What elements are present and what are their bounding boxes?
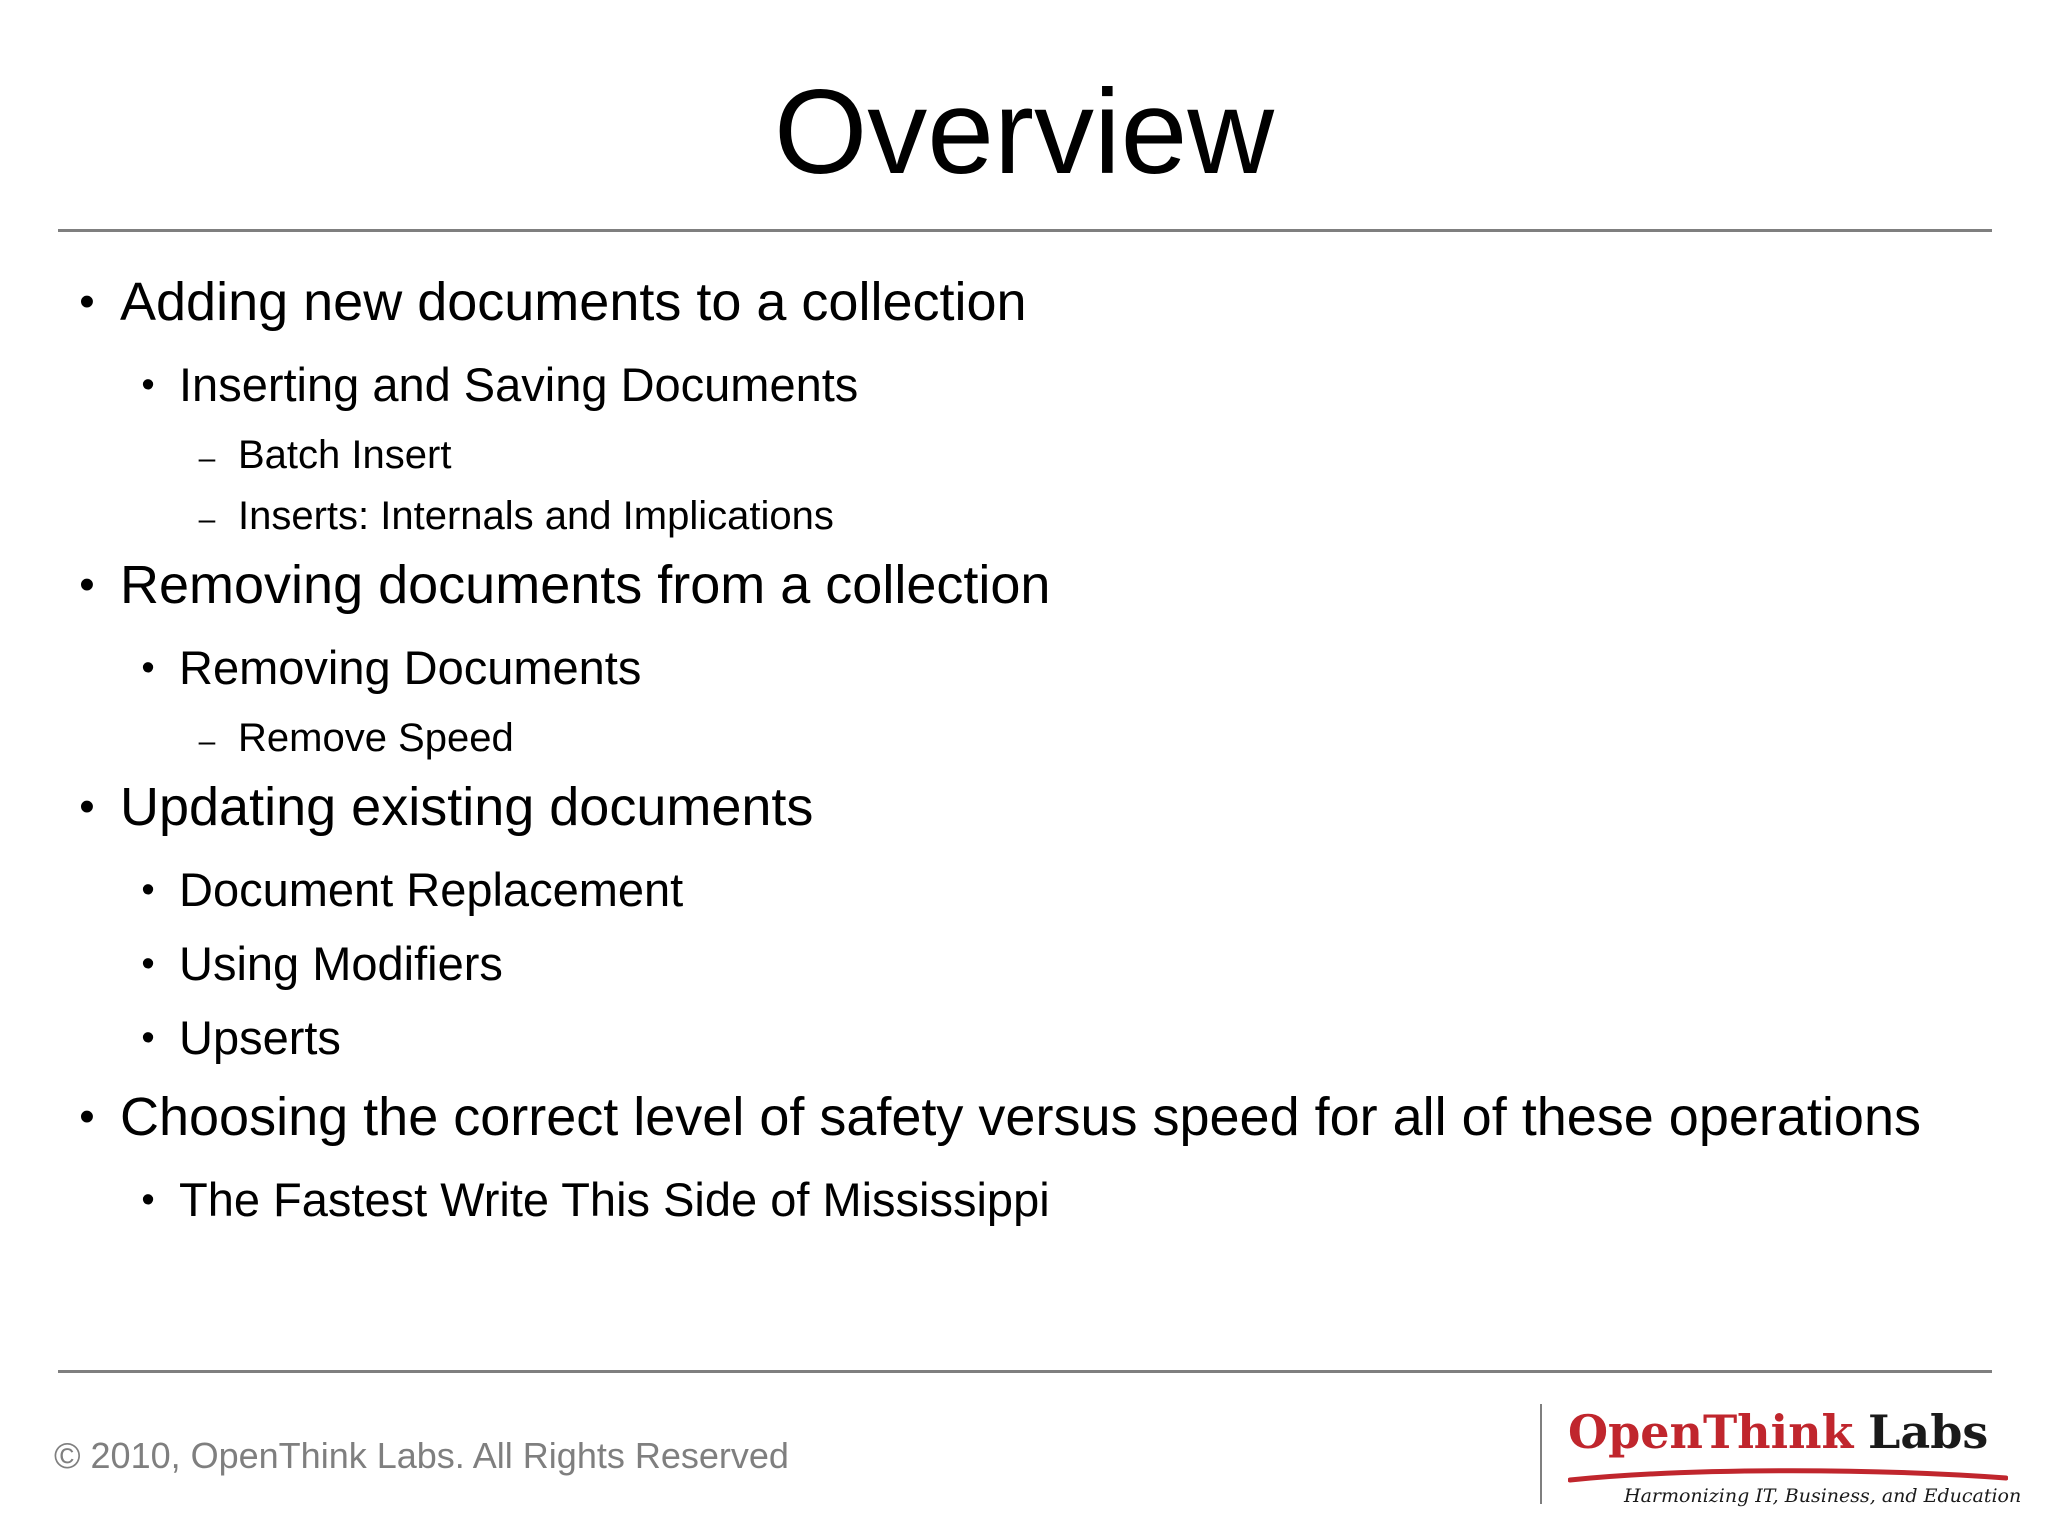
slide-title: Overview (773, 65, 1275, 199)
bullet-marker: • (79, 560, 95, 609)
outline-item-text: Upserts (179, 1011, 341, 1064)
outline-item (79, 1085, 1921, 1149)
copyright-notice: © 2010, OpenThink Labs. All Rights Reserved (54, 1435, 789, 1476)
outline-item (79, 270, 1027, 334)
outline-item (198, 431, 452, 479)
outline-item-text: Document Replacement (179, 863, 684, 916)
bullet-marker: • (141, 943, 155, 985)
outline-item-text: Inserting and Saving Documents (179, 358, 859, 411)
logo-brand-red: OpenThink (1568, 1405, 1854, 1459)
outline-item (198, 714, 514, 762)
dash-marker: – (198, 442, 216, 475)
outline-item-text: Remove Speed (238, 716, 514, 760)
outline-item-text: Removing Documents (179, 641, 642, 694)
bullet-marker: • (79, 1092, 95, 1141)
outline-item (141, 1172, 1050, 1228)
outline-item (141, 640, 642, 696)
outline-item (141, 862, 684, 918)
outline-item (141, 936, 503, 992)
openthink-labs-logo (1568, 1396, 2022, 1516)
outline-item (79, 775, 814, 839)
bullet-marker: • (141, 1017, 155, 1059)
logo-swoosh-icon (1568, 1466, 2008, 1486)
outline-item (141, 357, 859, 413)
bullet-marker: • (79, 782, 95, 831)
outline-item (79, 553, 1051, 617)
logo-wordmark (1568, 1402, 1988, 1462)
outline-item-text: Updating existing documents (120, 777, 814, 837)
bullet-marker: • (141, 647, 155, 689)
outline-item-text: The Fastest Write This Side of Mississippi (179, 1173, 1050, 1226)
dash-marker: – (198, 725, 216, 758)
bullet-marker: • (141, 1179, 155, 1221)
outline-item (198, 492, 834, 540)
bullet-marker: • (141, 364, 155, 406)
outline-item-text: Inserts: Internals and Implications (238, 494, 834, 538)
bullet-marker: • (79, 277, 95, 326)
outline-item-text: Batch Insert (238, 433, 452, 477)
outline-item (141, 1010, 341, 1066)
outline-item-text: Using Modifiers (179, 937, 503, 990)
bullet-marker: • (141, 869, 155, 911)
footer-divider (58, 1370, 1992, 1373)
outline-item-text: Adding new documents to a collection (120, 272, 1027, 332)
outline-item-text: Choosing the correct level of safety versus speed for all of these operations (120, 1087, 1921, 1147)
logo-tagline: Harmonizing IT, Business, and Education (1624, 1485, 2022, 1507)
title-divider (58, 229, 1992, 232)
outline-item-text: Removing documents from a collection (120, 555, 1051, 615)
dash-marker: – (198, 503, 216, 536)
logo-brand-black: Labs (1868, 1405, 1989, 1459)
logo-separator (1540, 1404, 1542, 1504)
